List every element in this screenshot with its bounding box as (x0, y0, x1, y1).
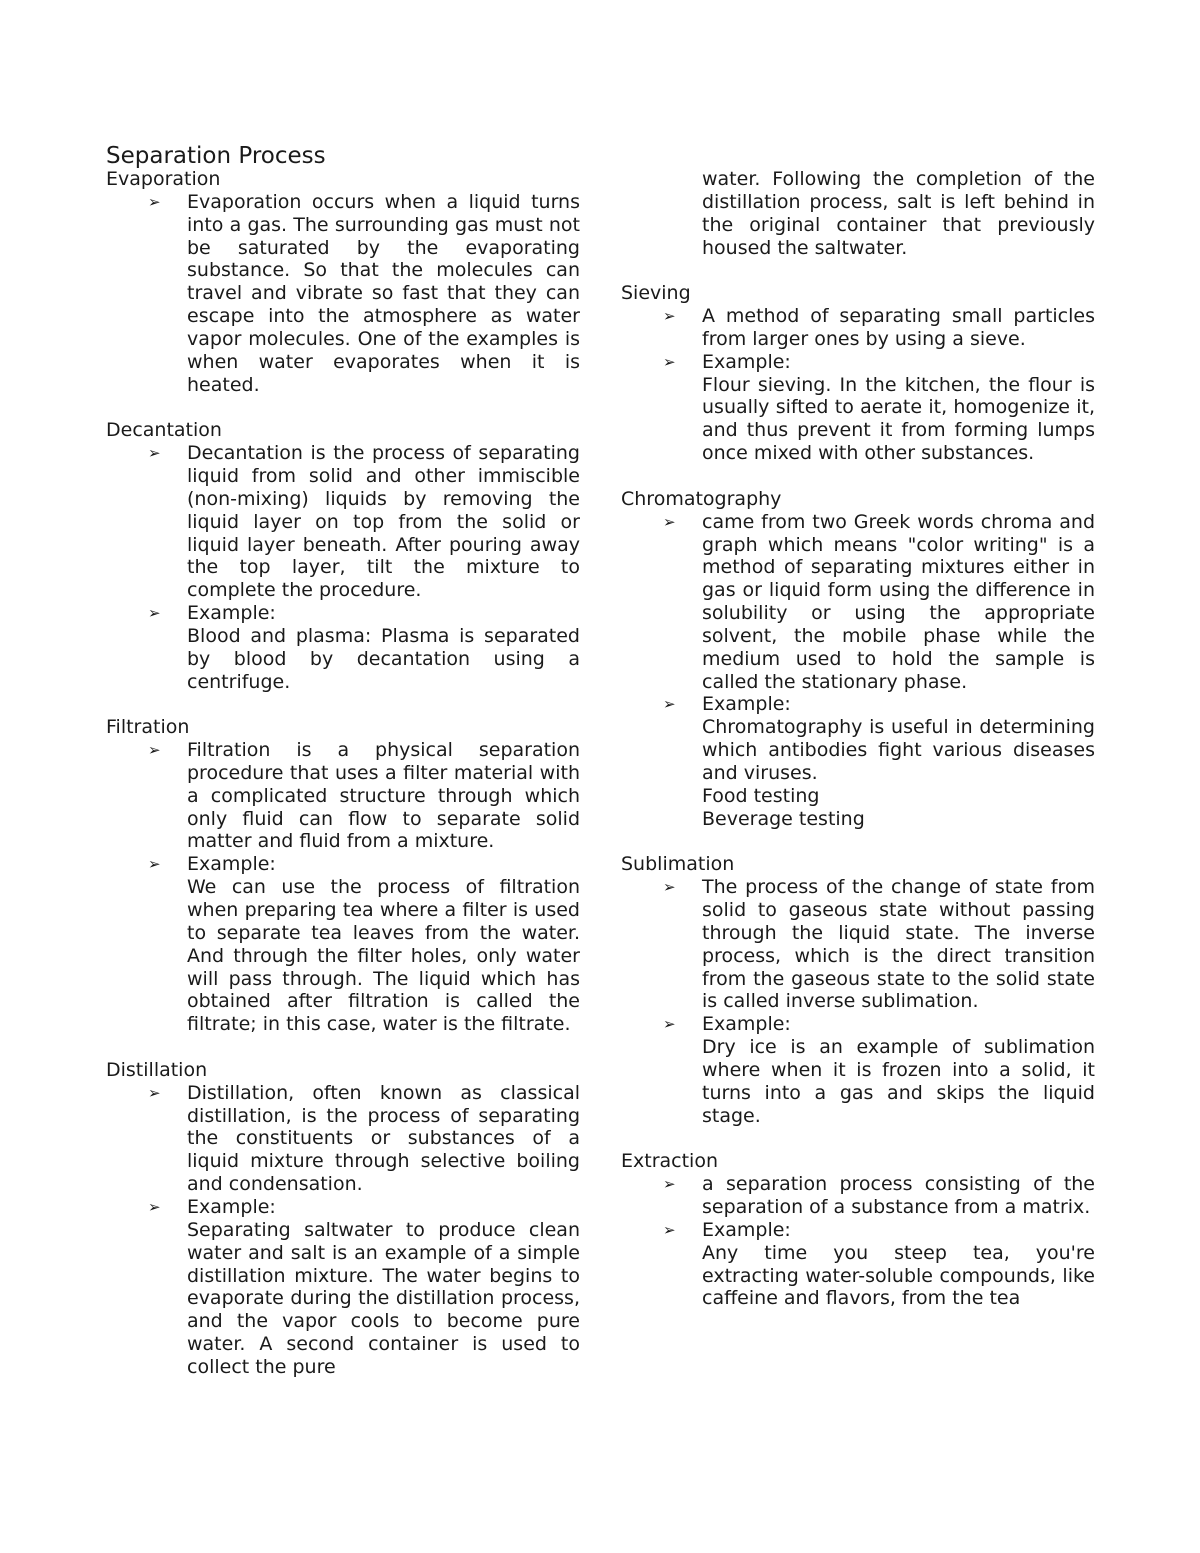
example-label: Example: (187, 602, 276, 625)
arrow-bullet-icon: ➢ (148, 1197, 161, 1216)
arrow-bullet-icon: ➢ (148, 192, 161, 211)
bullet-list (106, 191, 580, 397)
bullet-text: Distillation, often known as classical distillation, is the process of separating the constituents or substances of a liquid mixture through selective boiling and condensation. (187, 1081, 580, 1196)
example-label: Example: (187, 1195, 276, 1218)
example-label: Example: (702, 350, 791, 373)
section-heading: Filtration (106, 716, 190, 739)
bullet-item (621, 876, 1095, 1013)
bullet-item (106, 191, 580, 397)
arrow-bullet-icon: ➢ (663, 352, 676, 371)
section-heading: Sublimation (621, 853, 735, 876)
arrow-bullet-icon: ➢ (148, 855, 161, 874)
bullet-list (106, 442, 580, 693)
bullet-item-example (621, 1219, 1095, 1310)
bullet-item (621, 511, 1095, 694)
example-label: Example: (187, 853, 276, 876)
bullet-item-example (621, 693, 1095, 830)
bullet-list-continued (621, 168, 1095, 259)
bullet-item (106, 442, 580, 602)
arrow-bullet-icon: ➢ (148, 741, 161, 760)
section-decantation (106, 419, 580, 693)
arrow-bullet-icon: ➢ (663, 1220, 676, 1239)
document-title: Separation Process (106, 143, 326, 169)
bullet-list (621, 511, 1095, 831)
section-extraction (621, 1150, 1095, 1310)
arrow-bullet-icon: ➢ (663, 1015, 676, 1034)
arrow-bullet-icon: ➢ (148, 604, 161, 623)
bullet-list (621, 876, 1095, 1127)
section-heading: Evaporation (106, 168, 221, 190)
section-chromatography (621, 488, 1095, 831)
section-heading: Distillation (106, 1058, 208, 1081)
section-heading: Chromatography (621, 487, 782, 510)
continued-text-item (621, 168, 1095, 259)
example-text: Separating saltwater to produce clean water and salt is an example of a simple distillation mixture. The water begins to evaporate during the distillation process, and the vapor cools to become pure water. A second container is used to collect the pure (187, 1218, 580, 1378)
bullet-item (621, 1173, 1095, 1219)
bullet-text: Evaporation occurs when a liquid turns into a gas. The surrounding gas must not be saturated by the evaporating substance. So that the molecules can travel and vibrate so fast that they can escape into the atmosphere as water vapor molecules. One of the examples is when water evaporates when it is heated. (187, 190, 580, 396)
bullet-text: Decantation is the process of separating liquid from solid and other immiscible (non-mixing) liquids by removing the liquid layer on top from the solid or liquid layer beneath. After pouring away the top layer, tilt the mixture to complete the procedure. (187, 442, 580, 602)
example-text: Blood and plasma: Plasma is separated by blood by decantation using a centrifuge. (187, 624, 580, 693)
example-text: Dry ice is an example of sublimation where when it is frozen into a solid, it turns into a gas and skips the liquid stage. (702, 1036, 1095, 1127)
bullet-item-example (621, 351, 1095, 465)
example-text: Any time you steep tea, you're extracting water-soluble compounds, like caffeine and flavors, from the tea (702, 1241, 1095, 1310)
arrow-bullet-icon: ➢ (663, 878, 676, 897)
section-heading: Sieving (621, 282, 691, 305)
bullet-list (621, 305, 1095, 465)
bullet-item (106, 1082, 580, 1196)
arrow-bullet-icon: ➢ (663, 512, 676, 531)
example-label: Example: (702, 1013, 791, 1036)
bullet-list (621, 1173, 1095, 1310)
section-sieving (621, 282, 1095, 465)
arrow-bullet-icon: ➢ (148, 1083, 161, 1102)
section-heading: Decantation (106, 419, 222, 442)
section-evaporation (106, 168, 580, 396)
continuation-block (621, 168, 1095, 259)
continued-text: water. Following the completion of the distillation process, salt is left behind in the original container that previously housed the saltwater. (702, 168, 1095, 259)
left-column (106, 168, 580, 1402)
example-label: Example: (702, 693, 791, 716)
bullet-text: A method of separating small particles from larger ones by using a sieve. (702, 305, 1095, 350)
bullet-text: The process of the change of state from solid to gaseous state without passing through the liquid state. The inverse process, which is the direct transition from the gaseous state to the solid state is called inverse sublimation. (702, 876, 1095, 1013)
example-text: Chromatography is useful in determining which antibodies fight various diseases and viruses. (702, 716, 1095, 784)
bullet-item-example (106, 1196, 580, 1379)
bullet-text: a separation process consisting of the separation of a substance from a matrix. (702, 1173, 1095, 1218)
bullet-item-example (106, 602, 580, 693)
bullet-text: Filtration is a physical separation procedure that uses a filter material with a complicated structure through which only fluid can flow to separate solid matter and fluid from a mixture. (187, 739, 580, 853)
bullet-list (106, 739, 580, 1036)
example-label: Example: (702, 1218, 791, 1241)
bullet-item-example (106, 853, 580, 1036)
arrow-bullet-icon: ➢ (663, 307, 676, 326)
example-extra-line: Food testing (702, 784, 820, 807)
arrow-bullet-icon: ➢ (148, 444, 161, 463)
section-sublimation (621, 853, 1095, 1127)
section-distillation (106, 1059, 580, 1379)
example-text: We can use the process of filtration when preparing tea where a filter is used to separate tea leaves from the water. And through the filter holes, only water will pass through. The liquid which has obtained after filtration is called the filtrate; in this case, water is the filtrate. (187, 876, 580, 1036)
example-text: Flour sieving. In the kitchen, the flour is usually sifted to aerate it, homogenize it, and thus prevent it from forming lumps once mixed with other substances. (702, 373, 1095, 465)
section-heading: Extraction (621, 1150, 718, 1173)
arrow-bullet-icon: ➢ (663, 1175, 676, 1194)
example-extra-line: Beverage testing (702, 807, 865, 830)
bullet-list (106, 1082, 580, 1379)
arrow-bullet-icon: ➢ (663, 695, 676, 714)
bullet-item (106, 739, 580, 853)
bullet-item (621, 305, 1095, 351)
section-filtration (106, 716, 580, 1036)
bullet-text: came from two Greek words chroma and graph which means "color writing" is a method of separating mixtures either in gas or liquid form using the difference in solubility or using the appropriate solvent, the mobile phase while the medium used to hold the sample is called the stationary phase. (702, 510, 1095, 693)
bullet-item-example (621, 1013, 1095, 1127)
right-column (621, 168, 1095, 1333)
